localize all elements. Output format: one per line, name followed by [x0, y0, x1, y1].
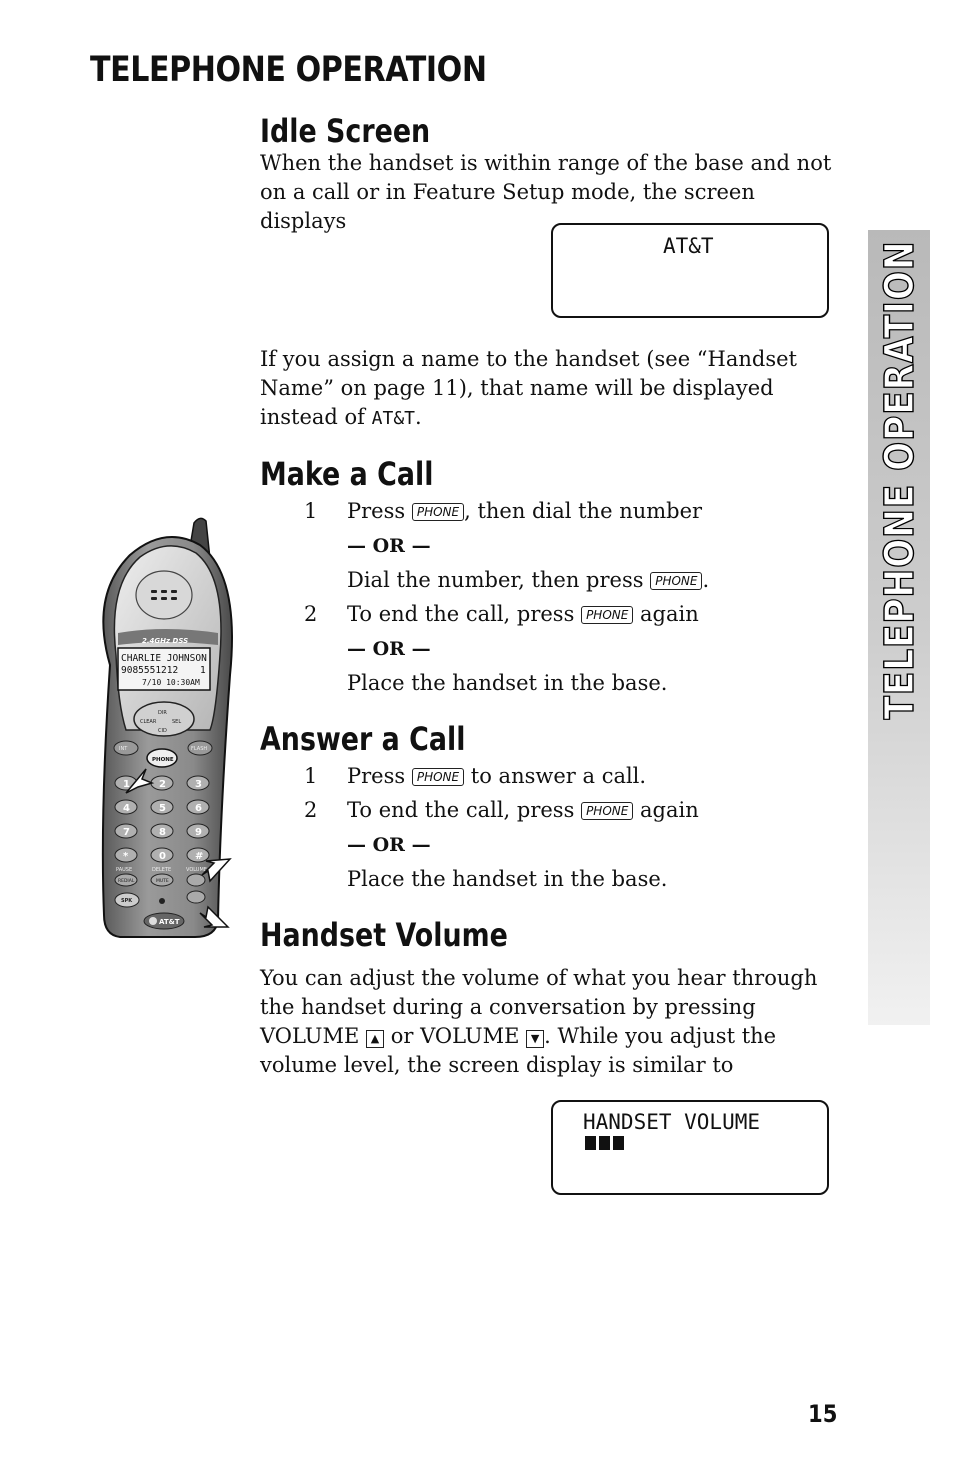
keypad-key-label: 0 — [159, 851, 166, 862]
spk-key-label: SPK — [121, 898, 133, 904]
handset-volume-text — [260, 964, 835, 1080]
volume-up-icon: ▲ — [366, 1030, 384, 1048]
keypad-key-label: 5 — [159, 803, 166, 814]
volume-screen-display — [551, 1100, 829, 1195]
or-separator: — OR — — [347, 535, 431, 557]
volume-text: You can adjust the volume of what you hear through the handset during a conversation by pressing VOLUME — [260, 966, 818, 1048]
keypad-key-label: 7 — [123, 827, 130, 838]
keypad-key-label: 6 — [195, 803, 202, 814]
flash-key-label: FLASH — [191, 746, 208, 752]
keypad-key-label: 8 — [159, 827, 166, 838]
step-text: Press — [347, 764, 406, 788]
idle-screen-note — [260, 345, 835, 433]
volume-level-bar — [599, 1136, 610, 1150]
alt-text-suffix: . — [702, 568, 710, 592]
keypad-key-label: 2 — [159, 779, 166, 790]
phone-key-icon: PHONE — [581, 802, 633, 820]
make-call-alt-1 — [347, 567, 709, 593]
or-separator: — OR — — [347, 834, 431, 856]
brand-band-text: 2.4GHz DSS — [142, 637, 189, 645]
idle-note-text: If you assign a name to the handset (see “Handset Name” on page 11), that name will be displayed instead of — [260, 347, 797, 429]
logo-text: AT&T — [159, 918, 180, 926]
volume-level-bar — [613, 1136, 624, 1150]
keypad-key-label: * — [123, 851, 129, 862]
keypad-key-label: 9 — [195, 827, 202, 838]
att-globe-icon — [149, 917, 157, 925]
volume-level-bar — [585, 1136, 596, 1150]
step-number: 2 — [304, 798, 318, 822]
keypad-key-label: # — [195, 851, 204, 862]
phone-key-label: PHONE — [152, 757, 174, 763]
answer-call-alt: Place the handset in the base. — [347, 867, 668, 891]
step-number: 1 — [304, 499, 318, 523]
handset-illustration — [90, 515, 240, 945]
earpiece — [136, 571, 192, 619]
idle-note-suffix: . — [415, 405, 422, 429]
microphone — [159, 898, 165, 904]
phone-key-icon: PHONE — [650, 572, 702, 590]
side-tab-label: TELEPHONE OPERATION — [877, 240, 923, 720]
volume-up-key — [187, 874, 205, 886]
handset-screen-line1: CHARLIE JOHNSON — [121, 653, 207, 664]
int-key-label: INT — [119, 746, 128, 752]
step-number: 1 — [304, 764, 318, 788]
idle-display-text: AT&T — [663, 234, 714, 258]
step-text: To end the call, press — [347, 602, 575, 626]
phone-key-icon: PHONE — [412, 503, 464, 521]
keypad-key-label: 4 — [123, 803, 130, 814]
volume-text: or VOLUME — [390, 1024, 520, 1048]
delete-label: DELETE — [152, 867, 172, 873]
keypad-key-label: 1 — [123, 779, 130, 790]
pause-label: PAUSE — [116, 867, 133, 873]
nav-dir-label: DIR — [158, 710, 167, 716]
volume-text: . While you adjust the volume level, the screen display is similar to — [260, 1024, 777, 1077]
phone-key-icon: PHONE — [581, 606, 633, 624]
step-text: , then dial the number — [464, 499, 703, 523]
step-number: 2 — [304, 602, 318, 626]
phone-key-icon: PHONE — [412, 768, 464, 786]
volume-down-key — [187, 891, 205, 903]
handset-screen-line3: 7/10 10:30AM — [142, 678, 200, 687]
page-title: TELEPHONE OPERATION — [90, 50, 487, 90]
handset-screen-line2: 9085551212 — [121, 665, 179, 676]
redial-key-label: REDIAL — [118, 879, 135, 884]
step-text: Press — [347, 499, 406, 523]
page-number: 15 — [808, 1400, 838, 1428]
step-text: To end the call, press — [347, 798, 575, 822]
step-text: to answer a call. — [470, 764, 647, 788]
volume-display-text: HANDSET VOLUME — [583, 1110, 761, 1134]
volume-down-icon: ▼ — [526, 1030, 544, 1048]
or-separator: — OR — — [347, 638, 431, 660]
alt-text: Dial the number, then press — [347, 568, 644, 592]
mute-key-label: MUTE — [156, 879, 169, 884]
idle-note-code: AT&T — [371, 408, 415, 429]
idle-screen-intro: When the handset is within range of the base and not on a call or in Feature Setup mode, the screen displays — [260, 151, 832, 233]
volume-label: VOLUME — [186, 867, 207, 873]
step-text: again — [640, 602, 699, 626]
keypad-key-label: 3 — [195, 779, 202, 790]
nav-clear-label: CLEAR — [140, 719, 157, 725]
make-call-alt-2: Place the handset in the base. — [347, 671, 668, 695]
handset-screen-line2-count: 1 — [200, 665, 206, 676]
handset-volume-heading: Handset Volume — [260, 916, 508, 954]
make-call-heading: Make a Call — [260, 455, 434, 493]
volume-level-bars — [585, 1136, 645, 1152]
idle-screen-display — [551, 223, 829, 318]
idle-screen-heading: Idle Screen — [260, 112, 431, 150]
nav-sel-label: SEL — [172, 719, 182, 725]
nav-cid-label: CID — [158, 728, 167, 734]
answer-call-heading: Answer a Call — [260, 720, 466, 758]
step-text: again — [640, 798, 699, 822]
